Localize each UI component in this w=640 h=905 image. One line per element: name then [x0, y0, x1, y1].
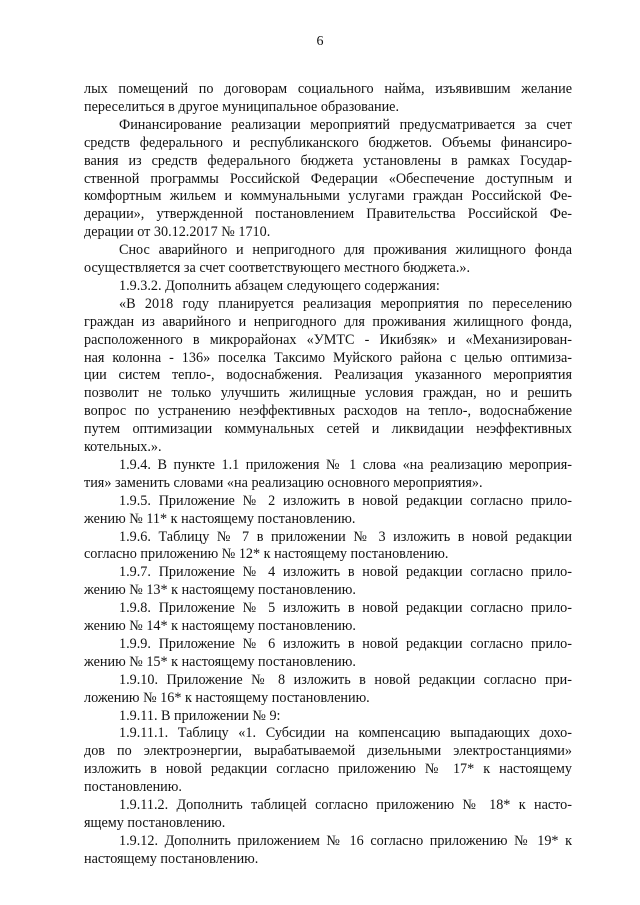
text-line: постановлению.	[84, 779, 182, 796]
text-line: тия» заменить словами «на реализацию основного мероприятия».	[84, 474, 483, 491]
text-line: жению № 14* к настоящему постановлению.	[84, 618, 356, 634]
text-line: комфортным жильем и коммунальными услугами граждан Российской Фе-	[84, 188, 572, 205]
text-line: дерации», утвержденной постановлением Правительства Российской Фе-	[84, 206, 572, 223]
text-line: настоящему постановлению.	[84, 850, 259, 867]
text-line: граждан из аварийного и непригодного для проживания жилищного фонда,	[84, 313, 572, 330]
text-line: 1.9.11.2. Дополнить таблицей согласно приложению № 18* к насто-	[119, 797, 572, 813]
text-line: ложению № 16* к настоящему постановлению.	[84, 689, 370, 706]
text-line: 1.9.12. Дополнить приложением № 16 согласно приложению № 19* к	[119, 832, 572, 849]
text-line: Снос аварийного и непригодного для проживания жилищного фонда	[119, 242, 572, 259]
text-line: Финансирование реализации мероприятий предусматривается за счет	[119, 116, 572, 133]
text-line: расположенного в микрорайонах «УМТС - Икибзяк» и «Механизирован-	[84, 331, 572, 348]
text-line: 1.9.3.2. Дополнить абзацем следующего содержания:	[119, 277, 440, 294]
text-line: изложить в новой редакции согласно приложению № 17* к настоящему	[84, 761, 572, 778]
text-line: 1.9.11. В приложении № 9:	[119, 707, 281, 724]
text-line: 1.9.11.1. Таблицу «1. Субсидии на компенсацию выпадающих дохо-	[119, 725, 572, 742]
text-line: 1.9.9. Приложение № 6 изложить в новой редакции согласно прило-	[119, 635, 572, 652]
text-line: жению № 13* к настоящему постановлению.	[84, 582, 356, 599]
text-line: 1.9.6. Таблицу № 7 в приложении № 3 изложить в новой редакции	[119, 528, 572, 545]
text-line: средств федерального и республиканского бюджетов. Объемы финансиро-	[84, 134, 572, 151]
page-number: 6	[316, 34, 324, 49]
text-line: вания из средств федерального бюджета установлены в рамках Государ-	[84, 152, 572, 169]
text-line: 1.9.5. Приложение № 2 изложить в новой редакции согласно прило-	[119, 492, 572, 509]
text-line: переселиться в другое муниципальное образование.	[84, 98, 400, 115]
text-line: позволит не только улучшить жилищные условия граждан, но и решить	[84, 385, 572, 402]
text-line: ная колонна - 136» поселка Таксимо Муйского района с целью оптимиза-	[84, 349, 572, 366]
text-line: жению № 15* к настоящему постановлению.	[84, 653, 356, 670]
text-line: лых помещений по договорам социального найма, изъявившим желание	[84, 81, 572, 97]
text-line: дерации от 30.12.2017 № 1710.	[84, 224, 271, 241]
text-line: ственной программы Российской Федерации «Обеспечение доступным и	[84, 170, 572, 187]
text-line: осуществляется за счет соответствующего местного бюджета.».	[84, 260, 471, 276]
text-line: 1.9.7. Приложение № 4 изложить в новой редакции согласно прило-	[119, 564, 572, 581]
text-line: котельных.».	[84, 439, 162, 455]
text-line: 1.9.8. Приложение № 5 изложить в новой редакции согласно прило-	[119, 600, 572, 617]
text-line: ящему постановлению.	[84, 814, 226, 831]
text-line: путем оптимизации коммунальных сетей и ликвидации неэффективных	[84, 421, 572, 438]
text-line: согласно приложению № 12* к настоящему постановлению.	[84, 546, 449, 563]
text-line: жению № 11* к настоящему постановлению.	[84, 510, 356, 527]
text-line: дов по электроэнергии, вырабатываемой дизельными электростанциями»	[84, 743, 572, 760]
text-line: «В 2018 году планируется реализация мероприятия по переселению	[119, 295, 572, 312]
text-line: ции систем тепло-, водоснабжения. Реализация указанного мероприятия	[84, 367, 572, 384]
text-line: 1.9.4. В пункте 1.1 приложения № 1 слова «на реализацию мероприя-	[119, 456, 572, 473]
text-line: 1.9.10. Приложение № 8 изложить в новой редакции согласно при-	[119, 671, 572, 688]
text-line: вопрос по устранению неэффективных расходов на тепло-, водоснабжение	[84, 403, 572, 420]
